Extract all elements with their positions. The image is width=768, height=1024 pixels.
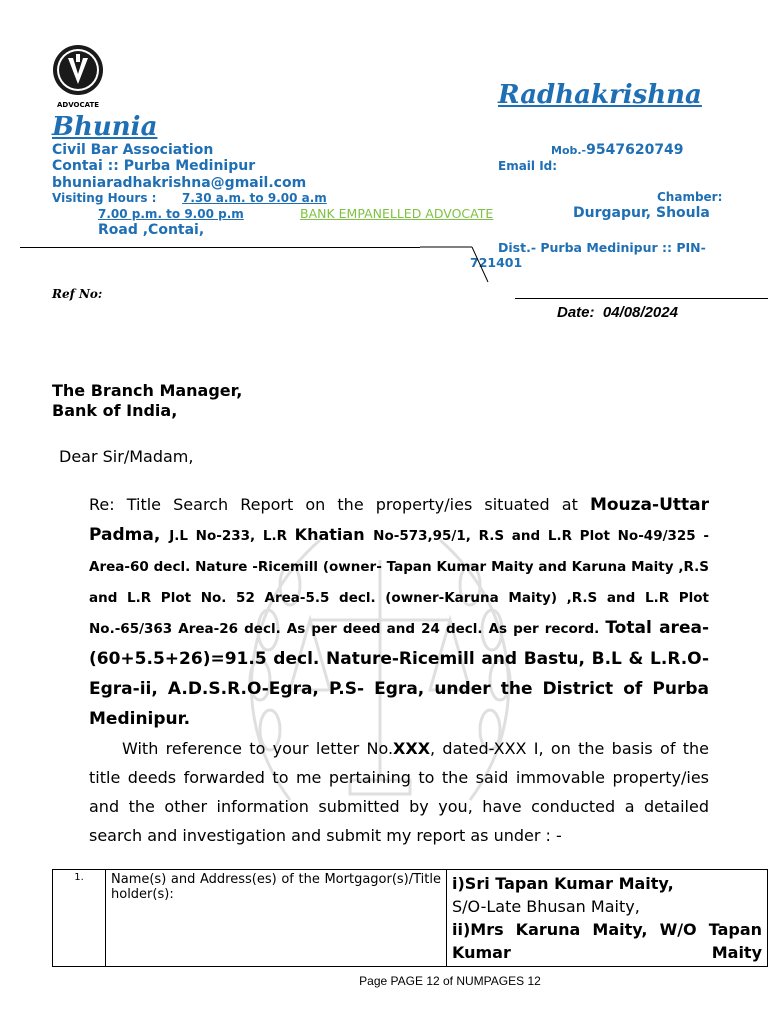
chamber-place: Durgapur, Shoula bbox=[573, 205, 710, 221]
addressee-line-2: Bank of India, bbox=[52, 401, 178, 420]
header-rule-diagonal bbox=[420, 246, 500, 286]
ref-no-label: Ref No: bbox=[52, 287, 103, 301]
report-table bbox=[52, 869, 768, 967]
table-row bbox=[53, 870, 768, 967]
advocate-last-name: Bhunia bbox=[52, 112, 158, 142]
row-label: Name(s) and Address(es) of the Mortgagor(s)/Title holder(s): bbox=[106, 870, 447, 967]
subject-paragraph bbox=[89, 490, 709, 734]
subject-plot-details: No-573,95/1, R.S and L.R Plot No-49/325 - Area-60 decl. Nature -Ricemill (owner- Tapan Kumar Maity and Karuna Maity ,R.S and L.R Plot No. 52 Area-5.5 decl. (owner-Karuna Maity) ,R.S and L.R Plot No.-65/363 Area-26 decl. As per deed and 24 decl. As per record. bbox=[89, 528, 709, 637]
pin-code: 721401 bbox=[470, 255, 523, 270]
email-address: bhuniaradhakrishna@gmail.com bbox=[52, 175, 307, 191]
advocate-logo bbox=[52, 44, 104, 108]
title-holder-1: i)Sri Tapan Kumar Maity, bbox=[452, 874, 674, 893]
visiting-hours-morning: 7.30 a.m. to 9.00 a.m bbox=[182, 191, 327, 205]
association-name: Civil Bar Association bbox=[52, 142, 214, 158]
mobile-line bbox=[551, 142, 684, 158]
district-line: Dist.- Purba Medinipur :: PIN- bbox=[498, 240, 706, 255]
reference-letter-no: XXX bbox=[393, 739, 431, 758]
reference-text: , dated-XXX I, on the basis of the title deeds forwarded to me pertaining to the said immovable property/ies and the other information submitted by you, have conducted a detailed search and investigation and submit my report as under : - bbox=[89, 739, 709, 845]
email-id-label: Email Id: bbox=[498, 159, 558, 173]
header-rule-left bbox=[20, 247, 420, 248]
subject-khatian: Khatian bbox=[294, 525, 374, 544]
header-rule-right bbox=[515, 298, 768, 299]
subject-mouza: Mouza-Uttar Padma, bbox=[89, 495, 709, 545]
addressee bbox=[52, 381, 242, 421]
letter-body bbox=[89, 490, 709, 850]
mobile-number: 9547620749 bbox=[586, 142, 684, 158]
bank-empanelled-label: BANK EMPANELLED ADVOCATE bbox=[300, 206, 494, 221]
page-footer: Page PAGE 12 of NUMPAGES 12 bbox=[359, 974, 541, 988]
reference-intro: With reference to your letter No. bbox=[122, 739, 394, 758]
letter-date bbox=[557, 304, 678, 321]
subject-intro: Re: Title Search Report on the property/ies situated at bbox=[89, 495, 590, 514]
office-location: Contai :: Purba Medinipur bbox=[52, 158, 256, 174]
row-number: 1. bbox=[53, 870, 106, 967]
title-holder-1-relation: S/O-Late Bhusan Maity, bbox=[452, 897, 640, 916]
chamber-label: Chamber: bbox=[657, 190, 723, 204]
date-label: Date: bbox=[557, 304, 595, 321]
date-value: 04/08/2024 bbox=[602, 304, 678, 321]
visiting-hours-evening: 7.00 p.m. to 9.00 p.m bbox=[98, 207, 244, 221]
reference-paragraph bbox=[89, 734, 709, 850]
subject-total-area: Total area-(60+5.5+26)=91.5 decl. Nature-Ricemill and Bastu, B.L & L.R.O- Egra-ii, A.D.S.R.O-Egra, P.S- Egra, under the District of Purba Medinipur. bbox=[89, 618, 709, 729]
subject-jl: J.L No-233, L.R bbox=[169, 528, 295, 544]
addressee-line-1: The Branch Manager, bbox=[52, 381, 243, 400]
salutation: Dear Sir/Madam, bbox=[59, 447, 194, 466]
logo-caption: ADVOCATE bbox=[56, 101, 100, 109]
title-holder-2: ii)Mrs Karuna Maity, W/O Tapan Kumar Maity bbox=[452, 920, 762, 962]
row-value bbox=[447, 870, 768, 967]
chamber-address-cont: Road ,Contai, bbox=[98, 222, 205, 238]
mobile-label: Mob.- bbox=[551, 144, 587, 157]
visiting-hours-label: Visiting Hours : bbox=[52, 191, 157, 205]
advocate-emblem-icon bbox=[52, 44, 104, 96]
advocate-first-name: Radhakrishna bbox=[498, 80, 702, 110]
